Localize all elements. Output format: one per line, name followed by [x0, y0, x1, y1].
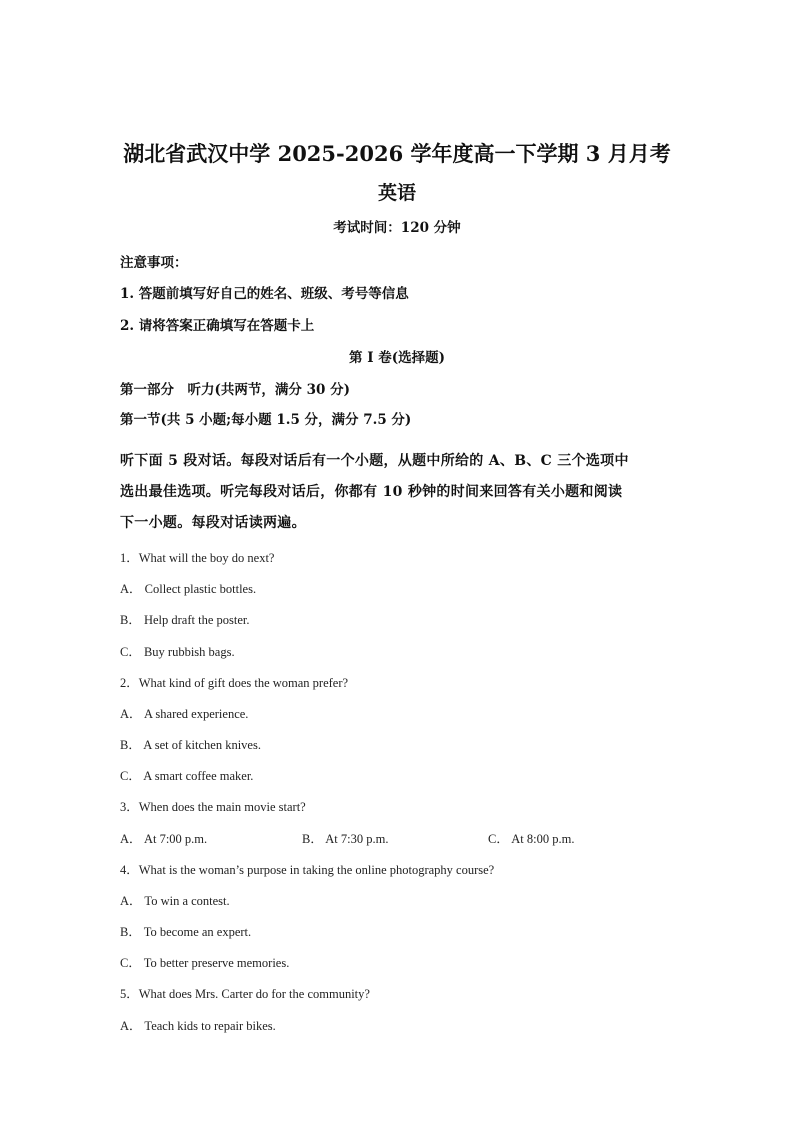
part-title: 第一部分 听力(共两节，满分 30 分): [120, 382, 350, 398]
directions-line: 听下面 5 段对话。每段对话后有一个小题，从题中所给的 A、B、C 三个选项中: [120, 453, 629, 469]
question-option: B． At 7:30 p.m.: [302, 832, 389, 846]
question-option: A． To win a contest.: [120, 894, 230, 908]
subject-title: 英语: [377, 182, 416, 204]
note-item: 2. 请将答案正确填写在答题卡上: [120, 318, 315, 334]
question-option: A． Collect plastic bottles.: [120, 582, 257, 596]
exam-time: 考试时间：120 分钟: [333, 220, 461, 236]
question-stem: 5．What does Mrs. Carter do for the community?: [120, 987, 370, 1001]
question-option: B． To become an expert.: [120, 925, 252, 939]
section-title: 第一节(共 5 小题;每小题 1.5 分，满分 7.5 分): [120, 412, 412, 428]
question-option: C． A smart coffee maker.: [120, 769, 254, 783]
question-option: B． A set of kitchen knives.: [120, 738, 261, 752]
directions: [120, 446, 680, 539]
exam-title: 湖北省武汉中学 2025-2026 学年度高一下学期 3 月月考: [123, 141, 671, 166]
question-stem: 1．What will the boy do next?: [120, 551, 275, 565]
question-option: A． A shared experience.: [120, 707, 249, 721]
question-stem: 4．What is the woman’s purpose in taking the online photography course?: [120, 863, 495, 877]
question-stem: 3．When does the main movie start?: [120, 800, 306, 814]
note-item: 1. 答题前填写好自己的姓名、班级、考号等信息: [120, 286, 409, 302]
notes-heading: 注意事项：: [120, 255, 188, 271]
question-option: B． Help draft the poster.: [120, 613, 250, 627]
question-option: C． At 8:00 p.m.: [488, 832, 575, 846]
question-option: C． To better preserve memories.: [120, 956, 290, 970]
volume-title: 第 I 卷(选择题): [349, 350, 445, 366]
question-option: A． At 7:00 p.m.: [120, 832, 208, 846]
directions-line: 下一小题。每段对话读两遍。: [120, 515, 306, 531]
question-option: A． Teach kids to repair bikes.: [120, 1019, 276, 1033]
directions-line: 选出最佳选项。听完每段对话后，你都有 10 秒钟的时间来回答有关小题和阅读: [120, 484, 623, 500]
question-option: C． Buy rubbish bags.: [120, 645, 235, 659]
question-stem: 2．What kind of gift does the woman prefer?: [120, 676, 349, 690]
